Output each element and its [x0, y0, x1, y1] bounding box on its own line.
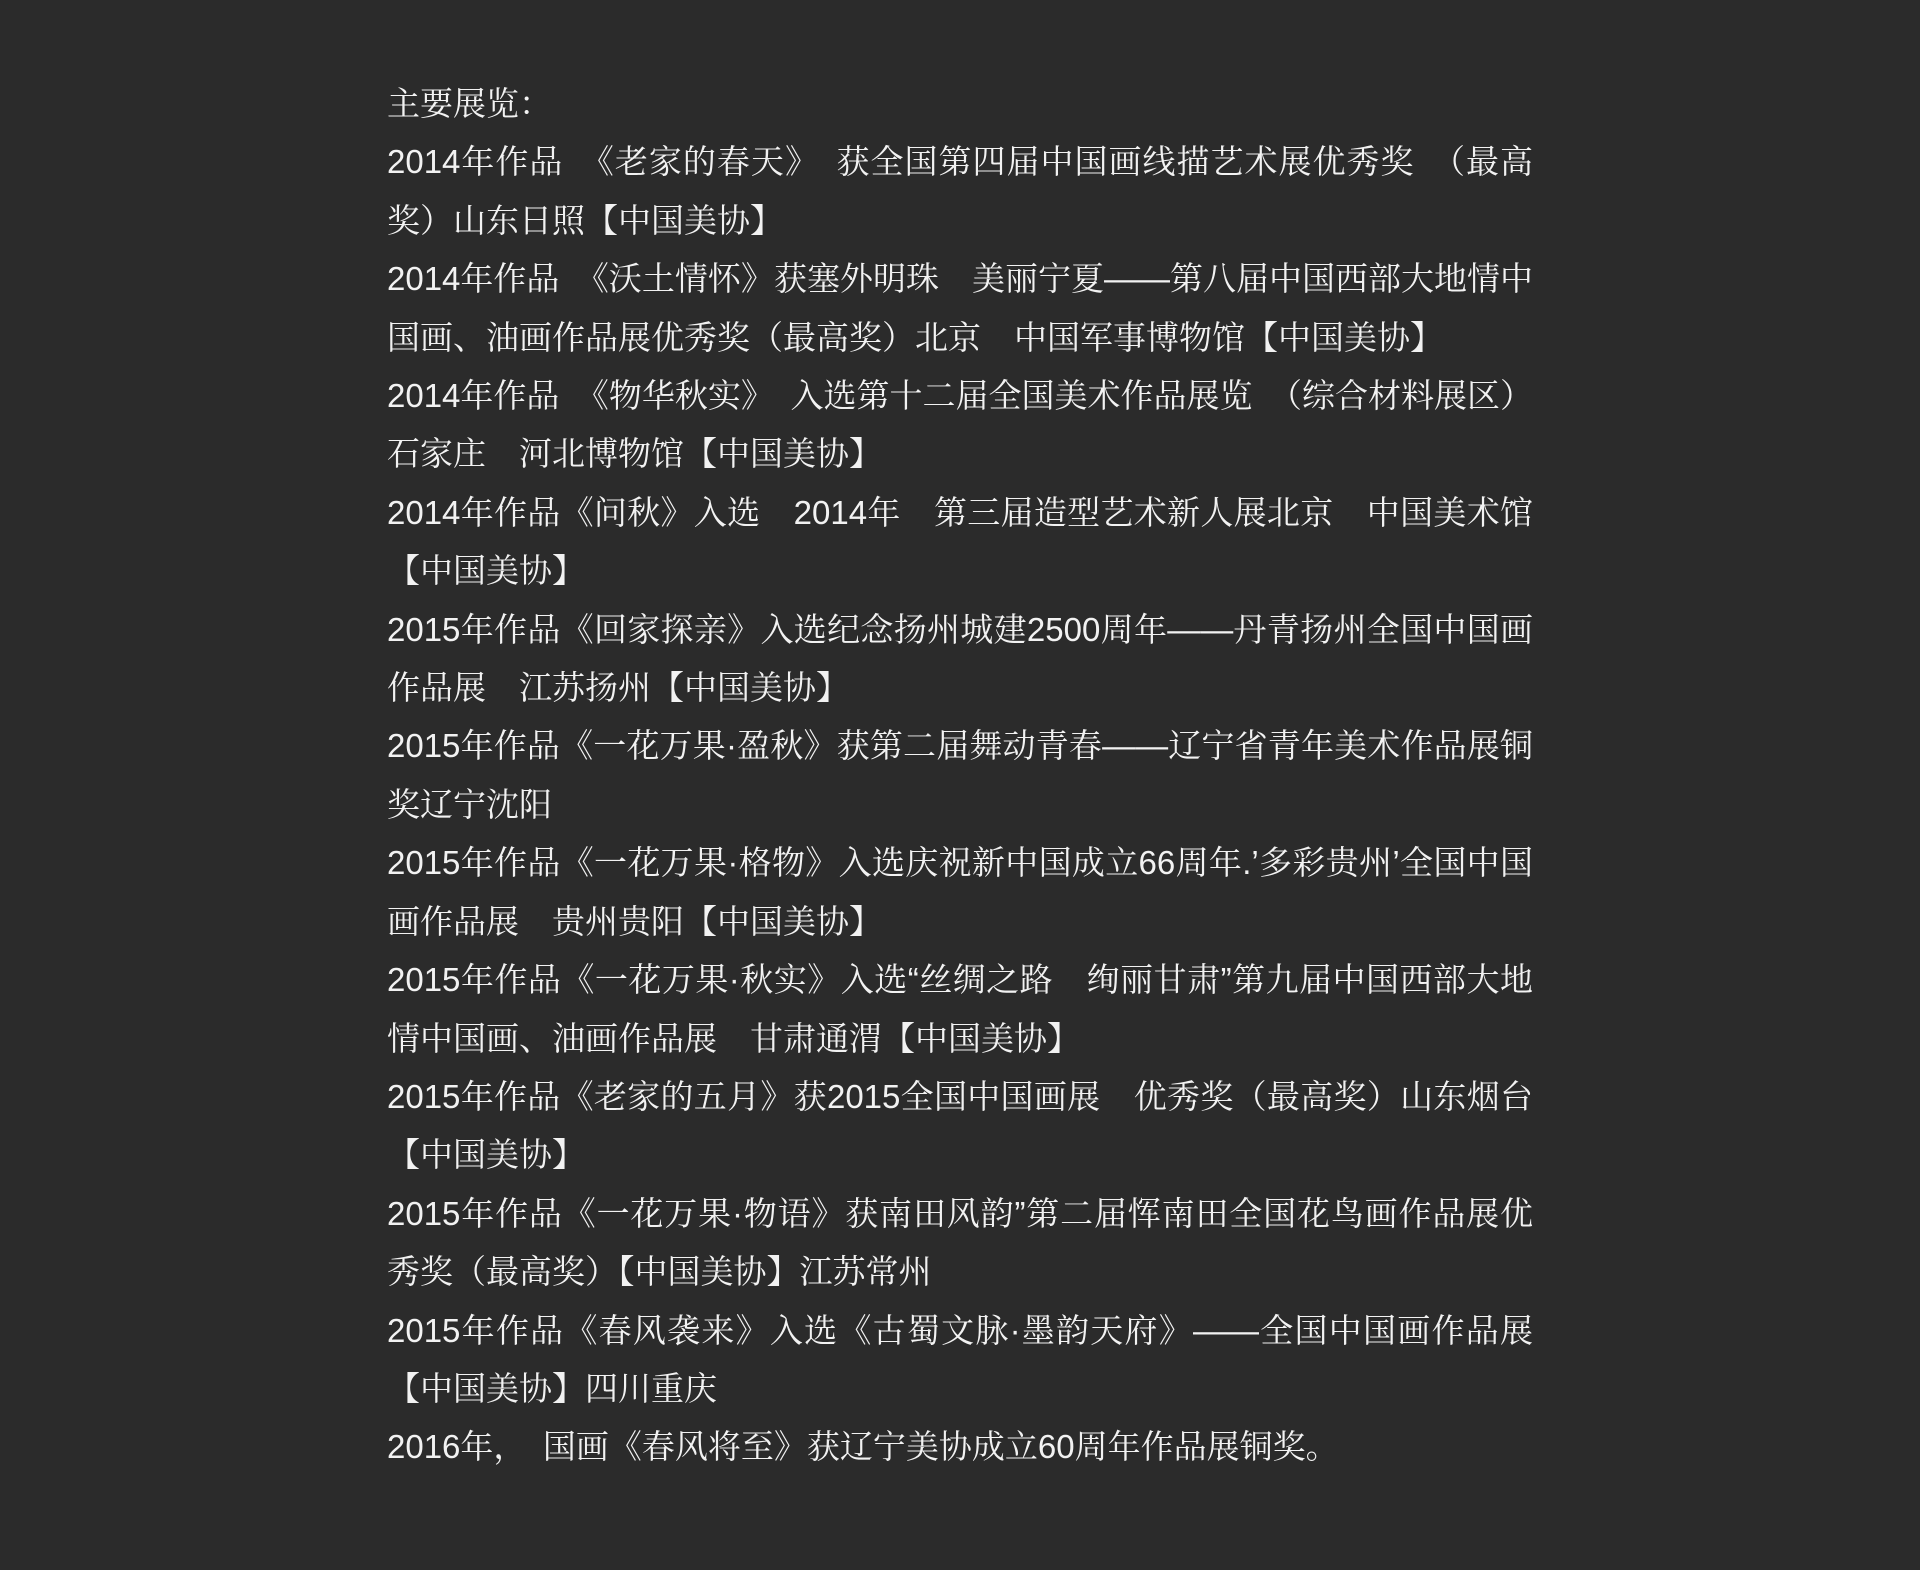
exhibition-item: 2014年作品 《物华秋实》 入选第十二届全国美术作品展览 （综合材料展区）石家庄 河北博物馆【中国美协】 — [387, 377, 1533, 473]
exhibition-item: 2015年作品《回家探亲》入选纪念扬州城建2500周年——丹青扬州全国中国画作品展 江苏扬州【中国美协】 — [387, 610, 1533, 707]
exhibition-item: 2015年作品《一花万果·物语》获南田风韵”第二届恽南田全国花鸟画作品展优秀奖（最高奖）【中国美协】江苏常州 — [387, 1194, 1533, 1291]
exhibition-item: 2016年， 国画《春风将至》获辽宁美协成立60周年作品展铜奖。 — [387, 1428, 1339, 1466]
exhibition-item: 2015年作品《老家的五月》获2015全国中国画展 优秀奖（最高奖）山东烟台【中国美协】 — [387, 1077, 1533, 1174]
exhibition-item: 2015年作品《春风袭来》入选《古蜀文脉·墨韵天府》——全国中国画作品展【中国美协】四川重庆 — [387, 1311, 1533, 1407]
exhibition-item: 2015年作品《一花万果·格物》入选庆祝新中国成立66周年.’多彩贵州’全国中国画作品展 贵州贵阳【中国美协】 — [387, 844, 1533, 940]
section-heading: 主要展览： — [387, 85, 552, 122]
exhibition-list — [387, 75, 1533, 1477]
exhibition-item: 2015年作品《一花万果·秋实》入选“丝绸之路 绚丽甘肃”第九届中国西部大地情中国画、油画作品展 甘肃通渭【中国美协】 — [387, 961, 1533, 1057]
exhibition-item: 2015年作品《一花万果·盈秋》获第二届舞动青春——辽宁省青年美术作品展铜奖辽宁沈阳 — [387, 727, 1533, 823]
exhibition-item: 2014年作品《问秋》入选 2014年 第三届造型艺术新人展北京 中国美术馆【中国美协】 — [387, 493, 1533, 590]
exhibition-item: 2014年作品 《老家的春天》 获全国第四届中国画线描艺术展优秀奖 （最高奖）山东日照【中国美协】 — [387, 143, 1533, 239]
exhibition-item: 2014年作品 《沃土情怀》获塞外明珠 美丽宁夏——第八届中国西部大地情中国画、油画作品展优秀奖（最高奖）北京 中国军事博物馆【中国美协】 — [387, 260, 1533, 356]
